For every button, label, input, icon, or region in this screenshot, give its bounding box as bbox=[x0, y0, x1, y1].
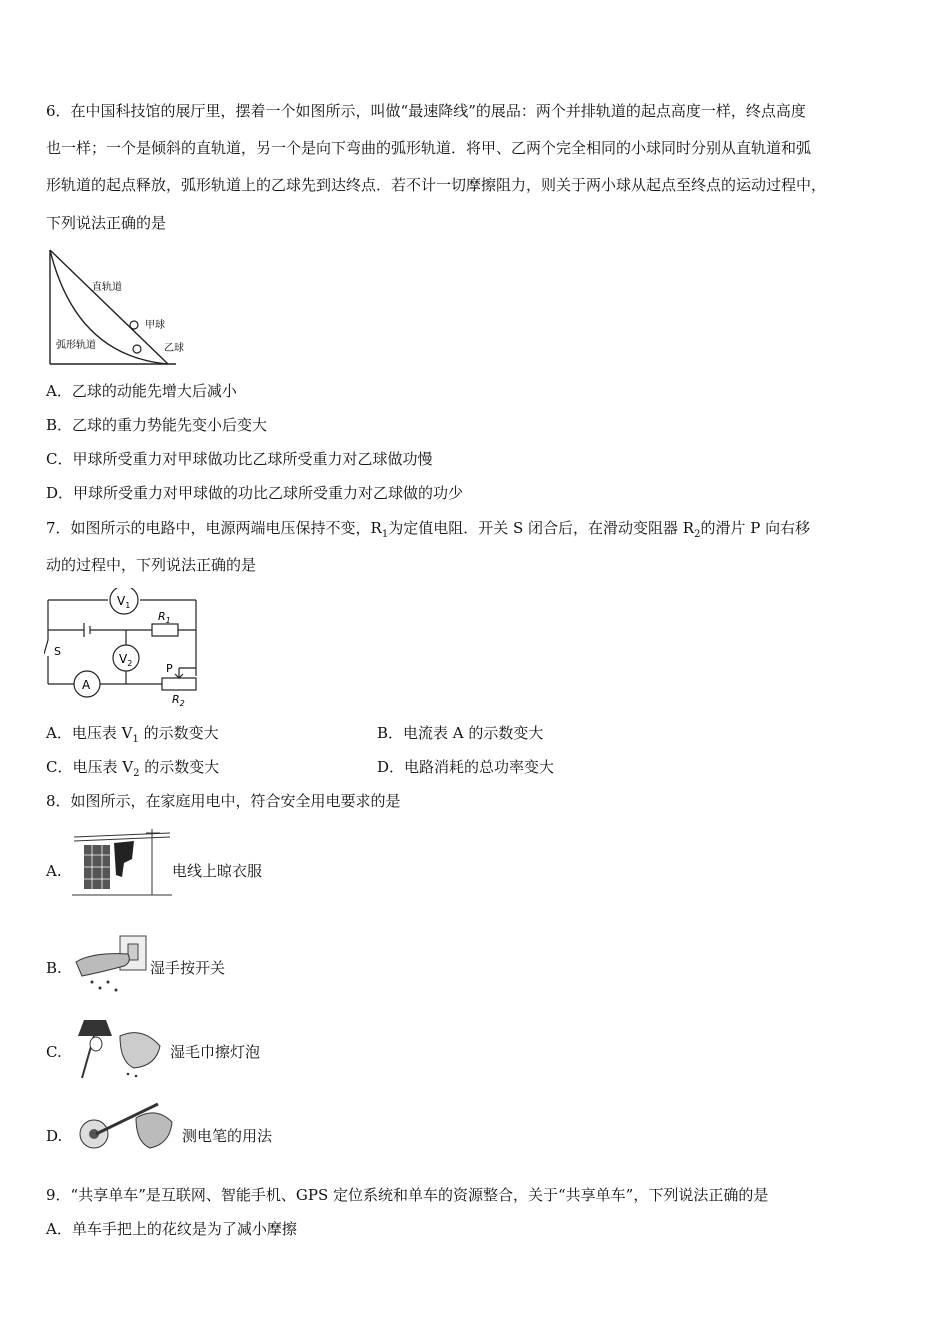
q7-stem-line-1: 7．如图所示的电路中，电源两端电压保持不变，$R_1$为定值电阻．开关 S 闭合后，在滑动变阻器 $R_2$的滑片 P 向右移 bbox=[46, 519, 811, 540]
q6-label-ball-a: 甲球 bbox=[145, 320, 165, 331]
q8-test-pen-icon bbox=[72, 1098, 176, 1162]
q7-label-r1: $R_1$ bbox=[158, 610, 171, 625]
q8-stem: 8．如图所示，在家庭用电中，符合安全用电要求的是 bbox=[46, 792, 401, 810]
q8-option-b-text: 湿手按开关 bbox=[150, 959, 226, 977]
q8-option-c-letter: C. bbox=[46, 1043, 62, 1061]
q6-stem-line-3: 形轨道的起点释放，弧形轨道上的乙球先到达终点．若不计一切摩擦阻力，则关于两小球从起点至终点的运动过程中， bbox=[46, 176, 827, 194]
q7-option-a: A．电压表 $V_1$ 的示数变大 bbox=[46, 724, 219, 745]
q6-track-figure bbox=[46, 246, 196, 371]
q8-clothes-on-wire-icon bbox=[72, 825, 172, 899]
q6-option-b: B．乙球的重力势能先变小后变大 bbox=[46, 416, 268, 434]
q7-label-v2: $V_2$ bbox=[119, 652, 133, 668]
q8-option-a-text: 电线上晾衣服 bbox=[172, 862, 263, 880]
q6-option-c: C．甲球所受重力对甲球做功比乙球所受重力对乙球做功慢 bbox=[46, 450, 433, 468]
q7-option-c: C．电压表 $V_2$ 的示数变大 bbox=[46, 758, 220, 779]
q9-option-a: A．单车手把上的花纹是为了减小摩擦 bbox=[46, 1220, 297, 1238]
q6-label-straight: 直轨道 bbox=[92, 282, 122, 293]
q6-option-d: D．甲球所受重力对甲球做的功比乙球所受重力对乙球做的功少 bbox=[46, 484, 464, 502]
q6-stem-line-4: 下列说法正确的是 bbox=[46, 214, 167, 232]
q8-wet-towel-bulb-icon bbox=[72, 1016, 168, 1080]
q7-option-d: D．电路消耗的总功率变大 bbox=[377, 758, 555, 776]
q7-label-a: A bbox=[82, 678, 91, 692]
q6-stem-line-1: 6．在中国科技馆的展厅里，摆着一个如图所示，叫做“最速降线”的展品：两个并排轨道的起点高度一样，终点高度 bbox=[46, 102, 806, 120]
q6-stem-line-2: 也一样；一个是倾斜的直轨道，另一个是向下弯曲的弧形轨道．将甲、乙两个完全相同的小球同时分别从直轨道和弧 bbox=[46, 139, 812, 157]
q6-label-ball-b: 乙球 bbox=[164, 343, 184, 354]
q8-option-d-text: 测电笔的用法 bbox=[182, 1127, 273, 1145]
q6-ball-a bbox=[130, 321, 138, 329]
q7-circuit-figure bbox=[44, 588, 204, 710]
q6-ball-b bbox=[133, 345, 141, 353]
q7-label-s: S bbox=[54, 645, 61, 658]
q7-label-p: P bbox=[166, 662, 173, 675]
q6-option-a: A．乙球的动能先增大后减小 bbox=[46, 382, 237, 400]
q7-stem-line-2: 动的过程中，下列说法正确的是 bbox=[46, 556, 257, 574]
q7-option-b: B．电流表 A 的示数变大 bbox=[377, 724, 544, 742]
q6-label-curved: 弧形轨道 bbox=[56, 340, 96, 351]
q8-option-c-text: 湿毛巾擦灯泡 bbox=[170, 1043, 261, 1061]
q9-stem: 9．“共享单车”是互联网、智能手机、GPS 定位系统和单车的资源整合，关于“共享单车”，下列说法正确的是 bbox=[46, 1186, 769, 1204]
q8-wet-hand-switch-icon bbox=[72, 932, 152, 996]
q7-label-r2: $R_2$ bbox=[172, 693, 185, 708]
q8-option-a-letter: A. bbox=[46, 862, 62, 880]
q8-option-d-letter: D. bbox=[46, 1127, 63, 1145]
q8-option-b-letter: B. bbox=[46, 959, 62, 977]
q7-label-v1: $V_1$ bbox=[117, 594, 131, 610]
